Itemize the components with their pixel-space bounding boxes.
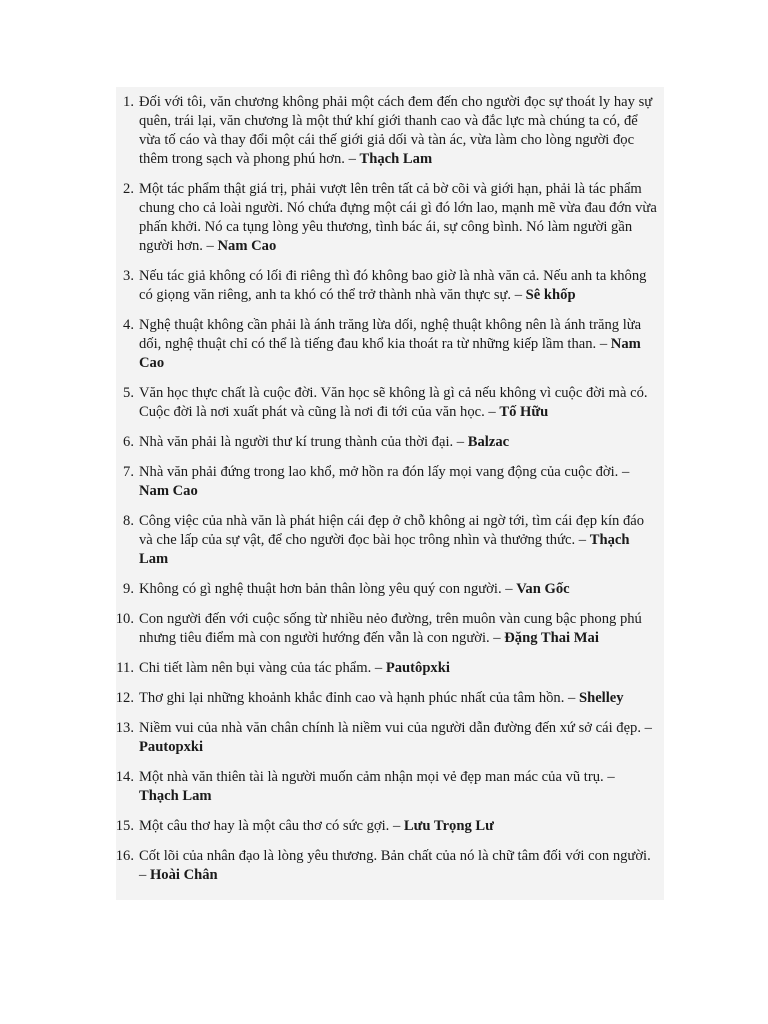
quote-author: Pautopxki xyxy=(139,739,204,755)
item-number: 9. xyxy=(123,581,134,597)
quote-text: Một câu thơ hay là một câu thơ có sức gợi. – xyxy=(139,818,401,834)
item-number: 4. xyxy=(123,317,134,333)
quote-text: Công việc của nhà văn là phát hiện cái đẹp ở chỗ không ai ngờ tới, tìm cái đẹp kín đáo và che lấp của sự vật, để cho người đọc bài học trông nhìn và thưởng thức. – xyxy=(139,513,645,548)
list-item xyxy=(116,512,658,569)
item-number: 6. xyxy=(123,434,134,450)
list-item xyxy=(116,659,658,678)
quote-panel xyxy=(116,87,664,900)
quote-text: Văn học thực chất là cuộc đời. Văn học sẽ không là gì cả nếu không vì cuộc đời mà có. Cuộc đời là nơi xuất phát và cũng là nơi đi tới của văn học. – xyxy=(139,385,648,420)
item-number: 11. xyxy=(116,660,134,676)
quote-author: Thạch Lam xyxy=(139,532,630,567)
list-item xyxy=(116,316,658,373)
quote-author: Tố Hữu xyxy=(499,404,549,420)
quote-text: Niềm vui của nhà văn chân chính là niềm vui của người dẫn đường đến xứ sở cái đẹp. – xyxy=(139,720,652,736)
quote-text: Nhà văn phải là người thư kí trung thành của thời đại. – xyxy=(139,434,465,450)
item-number: 13. xyxy=(115,720,134,736)
quote-author: Van Gốc xyxy=(516,581,570,597)
quote-text: Một nhà văn thiên tài là người muốn cảm nhận mọi vẻ đẹp man mác của vũ trụ. – xyxy=(139,769,615,785)
quote-list xyxy=(116,93,658,885)
quote-author: Shelley xyxy=(578,690,624,706)
list-item xyxy=(116,817,658,836)
quote-author: Nam Cao xyxy=(139,336,641,371)
quote-text: Không có gì nghệ thuật hơn bản thân lòng yêu quý con người. – xyxy=(139,581,513,597)
quote-text: Thơ ghi lại những khoảnh khắc đỉnh cao và hạnh phúc nhất của tâm hồn. – xyxy=(139,690,576,706)
item-number: 2. xyxy=(123,181,134,197)
item-number: 12. xyxy=(115,690,134,706)
list-item xyxy=(116,768,658,806)
list-item xyxy=(116,433,658,452)
quote-author: Đặng Thai Mai xyxy=(504,630,599,646)
list-item xyxy=(116,463,658,501)
list-item xyxy=(116,384,658,422)
list-item xyxy=(116,93,658,169)
quote-text: Cốt lõi của nhân đạo là lòng yêu thương. Bản chất của nó là chữ tâm đối với con người. – xyxy=(139,848,651,883)
list-item xyxy=(116,610,658,648)
quote-author: Pautôpxki xyxy=(385,660,450,676)
quote-text: Nhà văn phải đứng trong lao khổ, mở hồn ra đón lấy mọi vang động của cuộc đời. – xyxy=(139,464,630,480)
quote-author: Thạch Lam xyxy=(359,151,433,167)
item-number: 3. xyxy=(123,268,134,284)
quote-author: Thạch Lam xyxy=(139,788,212,804)
quote-author: Balzac xyxy=(467,434,510,450)
item-number: 5. xyxy=(123,385,134,401)
quote-text: Một tác phẩm thật giá trị, phải vượt lên trên tất cả bờ cõi và giới hạn, phải là tác phẩm chung cho cả loài người. Nó chứa đựng một cái gì đó lớn lao, mạnh mẽ vừa đau đớn vừa phấn khởi. Nó ca tụng lòng yêu thương, tình bác ái, sự công bình. Nó làm người gần người hơn. – xyxy=(139,181,657,254)
quote-author: Nam Cao xyxy=(217,238,277,254)
quote-text: Nếu tác giả không có lối đi riêng thì đó không bao giờ là nhà văn cả. Nếu anh ta không có giọng văn riêng, anh ta khó có thể trở thành nhà văn thực sự. – xyxy=(139,268,647,303)
list-item xyxy=(116,847,658,885)
list-item xyxy=(116,689,658,708)
item-number: 1. xyxy=(123,94,134,110)
quote-author: Nam Cao xyxy=(139,483,198,499)
item-number: 10. xyxy=(115,611,134,627)
list-item xyxy=(116,180,658,256)
quote-text: Đối với tôi, văn chương không phải một cách đem đến cho người đọc sự thoát ly hay sự quên, trái lại, văn chương là một thứ khí giới thanh cao và đắc lực mà chúng ta có, để vừa tố cáo và thay đổi một cái thế giới giả dối và tàn ác, vừa làm cho lòng người đọc thêm trong sạch và phong phú hơn. – xyxy=(139,94,653,167)
quote-author: Lưu Trọng Lư xyxy=(403,818,494,834)
list-item xyxy=(116,580,658,599)
item-number: 14. xyxy=(115,769,134,785)
list-item xyxy=(116,267,658,305)
quote-author: Sê khốp xyxy=(525,287,576,303)
quote-author: Hoài Chân xyxy=(149,867,218,883)
item-number: 7. xyxy=(123,464,134,480)
quote-text: Nghệ thuật không cần phải là ánh trăng lừa dối, nghệ thuật không nên là ánh trăng lừa dối, nghệ thuật chỉ có thể là tiếng đau khổ kia thoát ra từ những kiếp lầm than. – xyxy=(139,317,642,352)
quote-text: Con người đến với cuộc sống từ nhiều nẻo đường, trên muôn vàn cung bậc phong phú nhưng tiêu điểm mà con người hướng đến vẫn là con người. – xyxy=(139,611,642,646)
list-item xyxy=(116,719,658,757)
item-number: 16. xyxy=(115,848,134,864)
item-number: 15. xyxy=(115,818,134,834)
quote-text: Chi tiết làm nên bụi vàng của tác phẩm. – xyxy=(139,660,383,676)
item-number: 8. xyxy=(123,513,134,529)
